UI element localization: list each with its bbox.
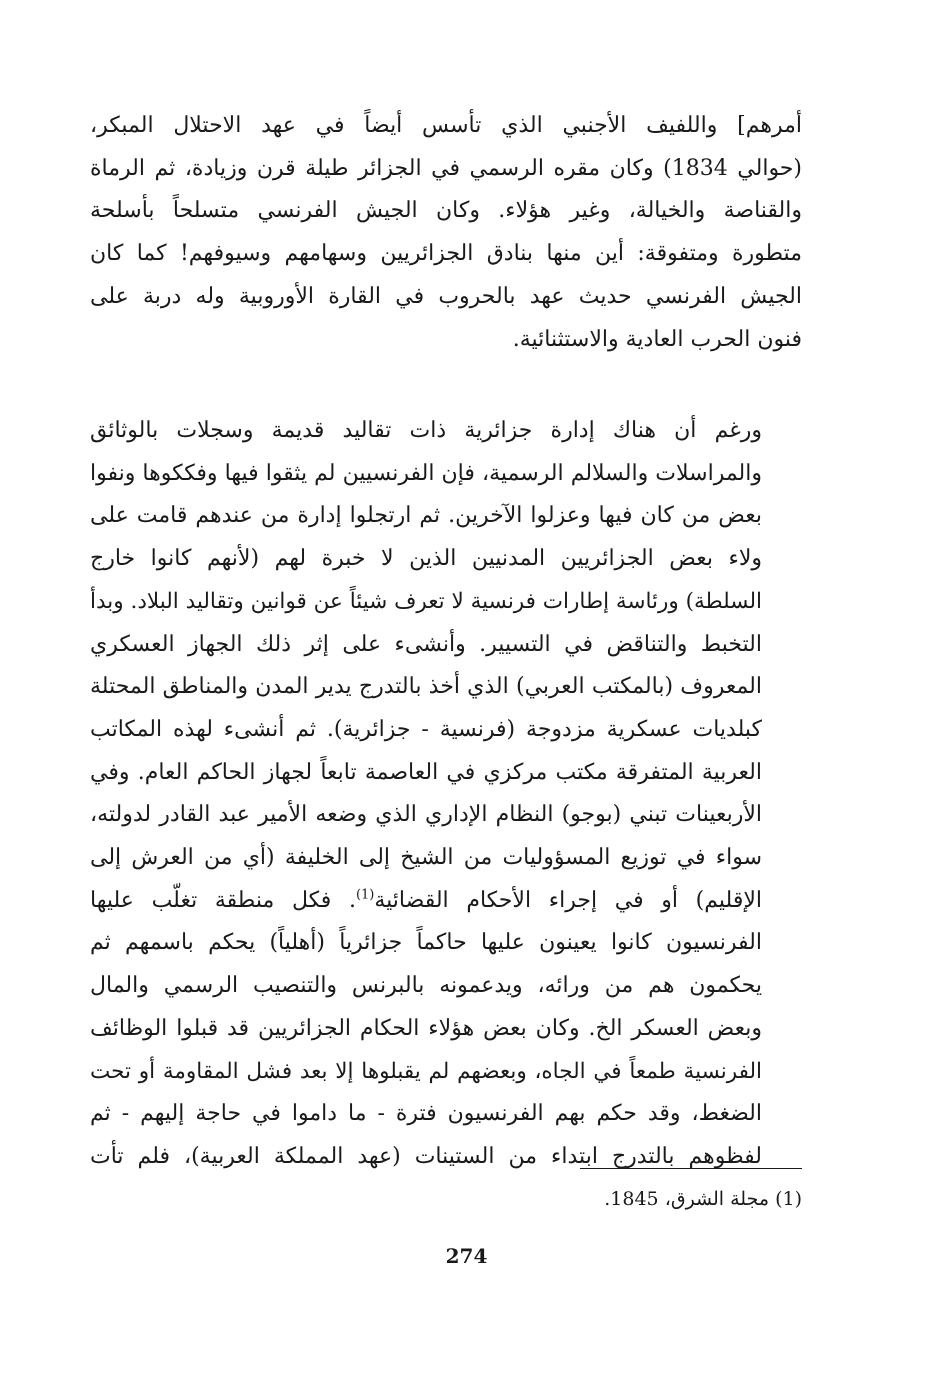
text-line: الجيش الفرنسي حديث عهد بالحروب في القارة الأوروبية وله دربة على: [90, 283, 802, 309]
text-line: فنون الحرب العادية والاستثنائية.: [512, 326, 802, 352]
text-line: وبعض العسكر الخ. وكان بعض هؤلاء الحكام الجزائريين قد قبلوا الوظائف: [90, 1015, 762, 1041]
footnote-divider: [580, 1168, 802, 1169]
text-line: متطورة ومتفوقة: أين منها بنادق الجزائريين وسهامهم وسيوفهم! كما كان: [90, 241, 802, 267]
text-line: كبلديات عسكرية مزدوجة (فرنسية - جزائرية). ثم أنشىء لهذه المكاتب: [90, 716, 762, 742]
text-line-with-footnote: [90, 880, 802, 923]
text-line: ورغم أن هناك إدارة جزائرية ذات تقاليد قديمة وسجلات بالوثائق: [90, 418, 762, 443]
footnote-reference[interactable]: (1): [355, 887, 375, 903]
text-line: العربية المتفرقة مكتب مركزي في العاصمة تابعاً لجهاز الحاكم العام. وفي: [90, 759, 762, 785]
text-line: يحكمون هم من ورائه، ويدعمونه بالبرنس والتنصيب الرسمي والمال: [90, 973, 762, 999]
text-line: ولاء بعض الجزائريين المدنيين الذين لا خبرة لهم (لأنهم كانوا خارج: [90, 546, 762, 572]
paragraph-1: [90, 105, 802, 361]
text-segment: . فكل منطقة تغلّب عليها: [90, 887, 356, 913]
paragraph-2: [90, 410, 802, 1179]
text-line: لفظوهم بالتدرج ابتداء من الستينات (عهد المملكة العربية)، فلم تأت: [90, 1143, 762, 1169]
text-line: السلطة) ورئاسة إطارات فرنسية لا تعرف شيئاً عن قوانين وتقاليد البلاد. وبدأ: [90, 588, 762, 614]
text-line: المعروف (بالمكتب العربي) الذي أخذ بالتدرج يدير المدن والمناطق المحتلة: [90, 674, 762, 700]
text-line: بعض من كان فيها وعزلوا الآخرين. ثم ارتجلوا إدارة من عندهم قامت على: [90, 503, 762, 529]
text-segment: الإقليم) أو في إجراء الأحكام القضائية: [374, 887, 762, 913]
text-line: (حوالي 1834) وكان مقره الرسمي في الجزائر طيلة قرن وزيادة، ثم الرماة: [90, 155, 802, 181]
text-line: والمراسلات والسلالم الرسمية، فإن الفرنسيين لم يثقوا فيها وفككوها ونفوا: [90, 460, 762, 486]
text-line: أمرهم] واللفيف الأجنبي الذي تأسس أيضاً في عهد الاحتلال المبكر،: [90, 113, 802, 138]
text-line: الأربعينات تبني (بوجو) النظام الإداري الذي وضعه الأمير عبد القادر لدولته،: [90, 802, 762, 828]
page-number: 274: [445, 1244, 488, 1268]
text-line: والقناصة والخيالة، وغير هؤلاء. وكان الجيش الفرنسي متسلحاً بأسلحة: [90, 198, 802, 224]
footnote: (1) مجلة الشرق، 1845.: [604, 1188, 802, 1210]
text-line: الفرنسيون كانوا يعينون عليها حاكماً جزائرياً (أهلياً) يحكم باسمهم ثم: [90, 930, 762, 956]
text-line: الضغط، وقد حكم بهم الفرنسيون فترة - ما داموا في حاجة إليهم - ثم: [90, 1101, 762, 1127]
text-line: سواء في توزيع المسؤوليات من الشيخ إلى الخليفة (أي من العرش إلى: [90, 845, 762, 871]
text-line: التخبط والتناقض في التسيير. وأنشىء على إثر ذلك الجهاز العسكري: [90, 631, 762, 657]
text-line: الفرنسية طمعاً في الجاه، وبعضهم لم يقبلوها إلا بعد فشل المقاومة أو تحت: [90, 1058, 762, 1084]
